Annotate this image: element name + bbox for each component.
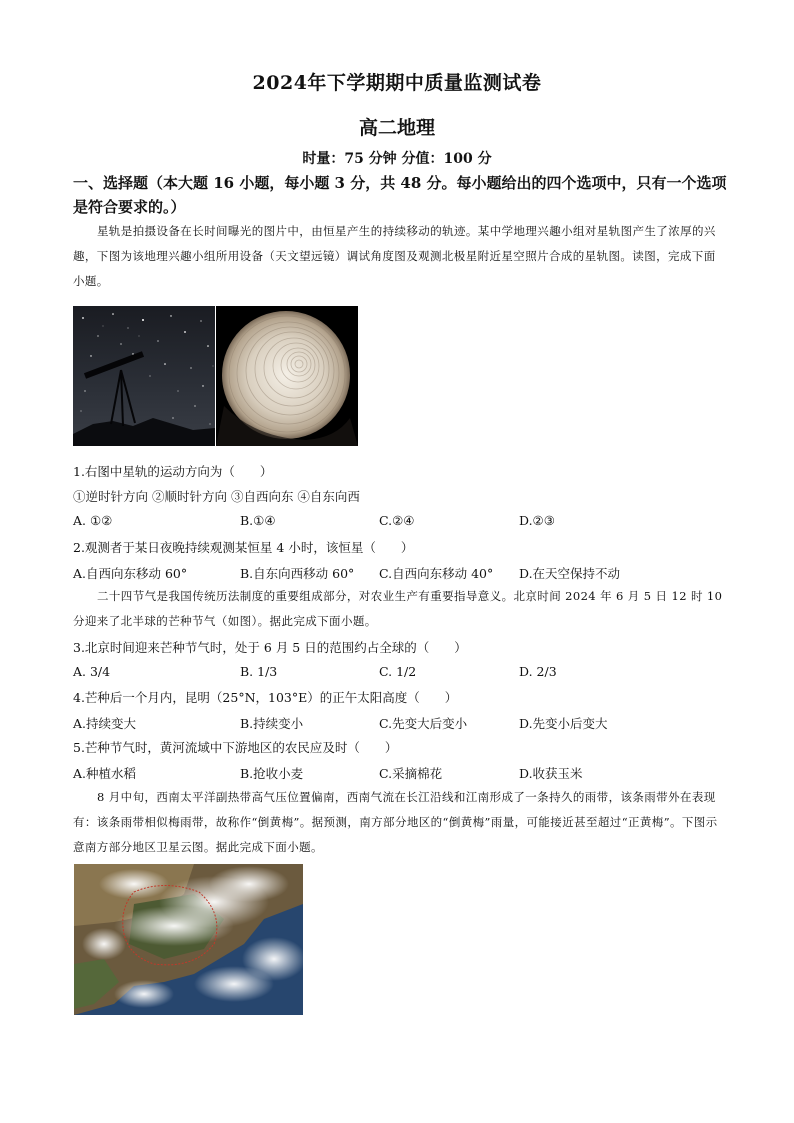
question-4-stem: 4.芒种后一个月内，昆明（25°N，103°E）的正午太阳高度（ ） <box>73 690 458 705</box>
option-b: B. 1/3 <box>240 664 278 679</box>
question-5-options <box>73 764 733 782</box>
option-d: D.先变小后变大 <box>519 716 608 731</box>
option-b: B.持续变小 <box>240 716 304 731</box>
star-trail-photo <box>216 306 358 446</box>
question-2-options <box>73 564 733 582</box>
option-a: A. 3/4 <box>73 664 111 679</box>
option-a: A.持续变大 <box>73 716 137 731</box>
passage-plum-rain: 8 月中旬，西南太平洋副热带高气压位置偏南，西南气流在长江沿线和江南形成了一条持久的雨带，该条雨带外在表现有：该条雨带相似梅雨带，故称作“倒黄梅”。据预测，南方部分地区的“倒黄梅”雨量，可能接近甚至超过“正黄梅”。下图示意南方部分地区卫星云图。据此完成下面小题。 <box>73 790 718 854</box>
option-c: C.先变大后变小 <box>379 716 468 731</box>
option-d: D.在天空保持不动 <box>519 566 621 581</box>
option-c: C.自西向东移动 40° <box>379 566 494 581</box>
option-d: D.②③ <box>519 513 555 528</box>
telescope-photo <box>73 306 215 446</box>
passage-star-trails: 星轨是拍摄设备在长时间曝光的图片中，由恒星产生的持续移动的轨迹。某中学地理兴趣小组对星轨图产生了浓厚的兴趣，下图为该地理兴趣小组所用设备（天文望远镜）调试角度图及观测北极星附近星空照片合成的星轨图。读图，完成下面小题。 <box>73 224 716 288</box>
question-3-options <box>73 664 733 682</box>
passage-solar-terms: 二十四节气是我国传统历法制度的重要组成部分，对农业生产有重要指导意义。北京时间 2024 年 6 月 5 日 12 时 10 分迎来了北半球的芒种节气（如图）。据此完成下面小题。 <box>73 589 723 628</box>
question-3-stem: 3.北京时间迎来芒种节气时，处于 6 月 5 日的范围约占全球的（ ） <box>73 640 467 655</box>
section-heading: 一、选择题（本大题 16 小题，每小题 3 分，共 48 分。每小题给出的四个选项中，只有一个选项是符合要求的。） <box>73 174 727 216</box>
question-2-stem: 2.观测者于某日夜晚持续观测某恒星 4 小时，该恒星（ ） <box>73 540 414 555</box>
option-d: D.收获玉米 <box>519 766 583 781</box>
option-d: D. 2/3 <box>519 664 557 679</box>
question-4-options <box>73 714 733 732</box>
satellite-cloud-image <box>74 864 303 1015</box>
option-a: A. ①② <box>73 513 113 528</box>
option-b: B.抢收小麦 <box>240 766 304 781</box>
option-b: B.自东向西移动 60° <box>240 566 355 581</box>
question-1-options <box>73 513 733 531</box>
option-c: C.②④ <box>379 513 415 528</box>
exam-subject: 高二地理 <box>358 117 435 139</box>
option-a: A.种植水稻 <box>73 766 137 781</box>
option-c: C.采摘棉花 <box>379 766 443 781</box>
option-b: B.①④ <box>240 513 276 528</box>
question-1-statements: ①逆时针方向 ②顺时针方向 ③自西向东 ④自东向西 <box>73 489 360 504</box>
question-1-stem: 1.右图中星轨的运动方向为（ ） <box>73 464 273 479</box>
question-5-stem: 5.芒种节气时，黄河流域中下游地区的农民应及时（ ） <box>73 740 398 755</box>
option-a: A.自西向东移动 60° <box>73 566 188 581</box>
exam-meta: 时量：75 分钟 分值：100 分 <box>302 151 492 167</box>
option-c: C. 1/2 <box>379 664 417 679</box>
exam-title: 2024年下学期期中质量监测试卷 <box>252 72 542 94</box>
